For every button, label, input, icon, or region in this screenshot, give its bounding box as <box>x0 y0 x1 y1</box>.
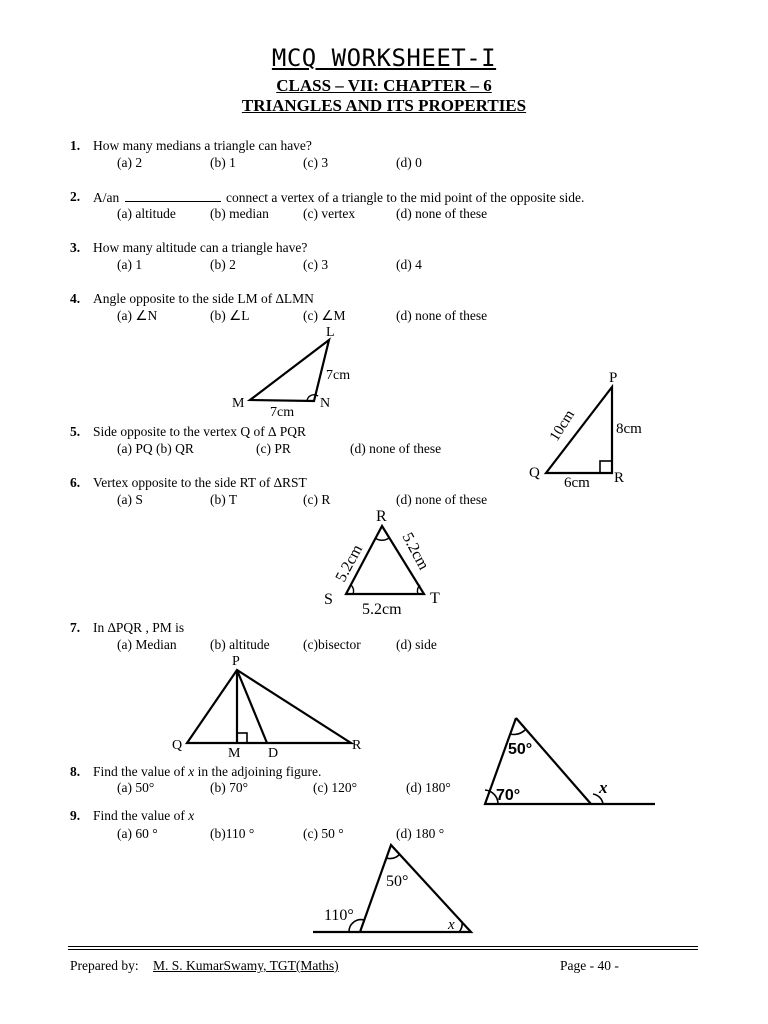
question-number: 1. <box>70 138 81 153</box>
question-text: How many medians a triangle can have? <box>93 138 312 153</box>
option-d: (d) 4 <box>396 257 422 272</box>
option-b: (b) altitude <box>210 637 270 652</box>
label-side-st: 5.2cm <box>362 601 402 618</box>
median-pd <box>237 670 267 743</box>
label-p: P <box>232 654 240 669</box>
label-q: Q <box>529 465 540 481</box>
q9-angle-ext: 110° <box>324 907 354 924</box>
option-b: (b) median <box>210 206 269 221</box>
q8-x: x <box>599 778 608 797</box>
option-d: (d) 0 <box>396 155 422 170</box>
question-number: 8. <box>70 764 81 779</box>
question-text-end: connect a vertex of a triangle to the mid point of the opposite side. <box>226 190 585 205</box>
option-d: (d) none of these <box>396 308 488 323</box>
option-a: (a) 1 <box>117 257 143 272</box>
option-c: (c) R <box>303 492 331 507</box>
question-text-start: Find the value of <box>93 764 185 779</box>
label-side-pr: 8cm <box>616 421 642 437</box>
question-text: Side opposite to the vertex Q of ∆ PQR <box>93 424 306 439</box>
label-side-mn: 7cm <box>270 405 295 420</box>
option-c: (c) 3 <box>303 155 329 170</box>
class-chapter-heading: CLASS – VII: CHAPTER – 6 <box>276 76 492 95</box>
topic-heading: TRIANGLES AND ITS PROPERTIES <box>241 96 527 115</box>
q8-side-line <box>516 718 591 804</box>
option-d: (d) none of these <box>396 492 488 507</box>
option-b: (b) 2 <box>210 257 236 272</box>
option-d: (d) 180° <box>406 780 451 795</box>
option-a: (a) 60 ° <box>117 826 158 841</box>
option-a: (a) 2 <box>117 155 143 170</box>
option-d: (d) none of these <box>350 441 442 456</box>
label-p: P <box>609 370 618 386</box>
option-c: (c) 50 ° <box>303 826 344 841</box>
option-b: (b) 70° <box>210 780 249 795</box>
option-c: (c)bisector <box>303 637 361 652</box>
option-c: (c) vertex <box>303 206 356 221</box>
question-text-start: Find the value of <box>93 808 185 823</box>
label-r: R <box>352 738 362 753</box>
footer-rule <box>68 946 698 950</box>
q8-angle-top: 50° <box>508 741 533 758</box>
angle-t-mark <box>417 585 420 594</box>
option-d: (d) 180 ° <box>396 826 445 841</box>
variable-x: x <box>188 808 195 823</box>
option-a: (a) Median <box>117 637 177 652</box>
label-l: L <box>326 325 335 340</box>
q9-x: x <box>448 917 455 933</box>
option-d: (d) side <box>396 637 437 652</box>
worksheet-title: MCQ WORKSHEET-I <box>271 44 497 72</box>
question-text-end: in the adjoining figure. <box>197 764 322 779</box>
label-q: Q <box>172 738 183 753</box>
question-text: Vertex opposite to the side RT of ∆RST <box>93 475 307 490</box>
label-s: S <box>324 591 333 608</box>
option-b: (b)110 ° <box>210 826 255 841</box>
footer-prepared-label: Prepared by: <box>70 958 139 973</box>
q9-angle-top: 50° <box>386 873 409 890</box>
footer-author: M. S. KumarSwamy, TGT(Maths) <box>153 958 339 973</box>
option-c: (c) ∠M <box>303 308 346 323</box>
label-side-pq: 10cm <box>546 407 579 445</box>
label-side-rt: 5.2cm <box>398 529 433 573</box>
option-c: (c) PR <box>256 441 291 456</box>
option-c: (c) 120° <box>313 780 358 795</box>
q9-angle-x-mark <box>459 922 462 932</box>
triangle-lmn <box>250 340 329 401</box>
triangle-pqr-median <box>187 670 351 743</box>
option-b: (b) ∠L <box>210 308 250 323</box>
option-d: (d) none of these <box>396 206 488 221</box>
label-t: T <box>430 590 440 607</box>
option-b: (b) 1 <box>210 155 236 170</box>
question-text-start: A/an <box>93 190 120 205</box>
option-a: (a) S <box>117 492 143 507</box>
label-side-rs: 5.2cm <box>332 541 367 585</box>
option-a: (a) PQ (b) QR <box>117 441 194 456</box>
question-text: In ∆PQR , PM is <box>93 620 185 635</box>
triangle-pqr-median-figure <box>187 670 351 743</box>
option-a: (a) altitude <box>117 206 176 221</box>
label-side-qr: 6cm <box>564 475 590 491</box>
option-a: (a) ∠N <box>117 308 158 323</box>
triangle-lmn-figure <box>250 340 329 401</box>
question-number: 2. <box>70 189 81 204</box>
q8-angle-left: 70° <box>496 787 521 804</box>
question-number: 6. <box>70 475 81 490</box>
option-b: (b) T <box>210 492 238 507</box>
label-side-ln: 7cm <box>326 368 351 383</box>
right-angle-mark <box>600 461 612 473</box>
question-number: 5. <box>70 424 81 439</box>
question-number: 3. <box>70 240 81 255</box>
option-a: (a) 50° <box>117 780 155 795</box>
angle-s-mark <box>351 585 354 594</box>
label-r: R <box>614 470 625 486</box>
option-c: (c) 3 <box>303 257 329 272</box>
question-number: 4. <box>70 291 81 306</box>
question-number: 9. <box>70 808 81 823</box>
variable-x: x <box>188 764 195 779</box>
question-number: 7. <box>70 620 81 635</box>
label-m: M <box>232 396 245 411</box>
angle-r-mark <box>375 538 389 540</box>
label-d: D <box>268 746 279 761</box>
label-m: M <box>228 746 241 761</box>
question-text: How many altitude can a triangle have? <box>93 240 308 255</box>
footer-page-number: Page - 40 - <box>560 958 619 973</box>
question-text: Angle opposite to the side LM of ∆LMN <box>93 291 314 306</box>
right-angle-mark <box>237 733 247 743</box>
label-r: R <box>376 508 387 525</box>
label-n: N <box>320 396 331 411</box>
